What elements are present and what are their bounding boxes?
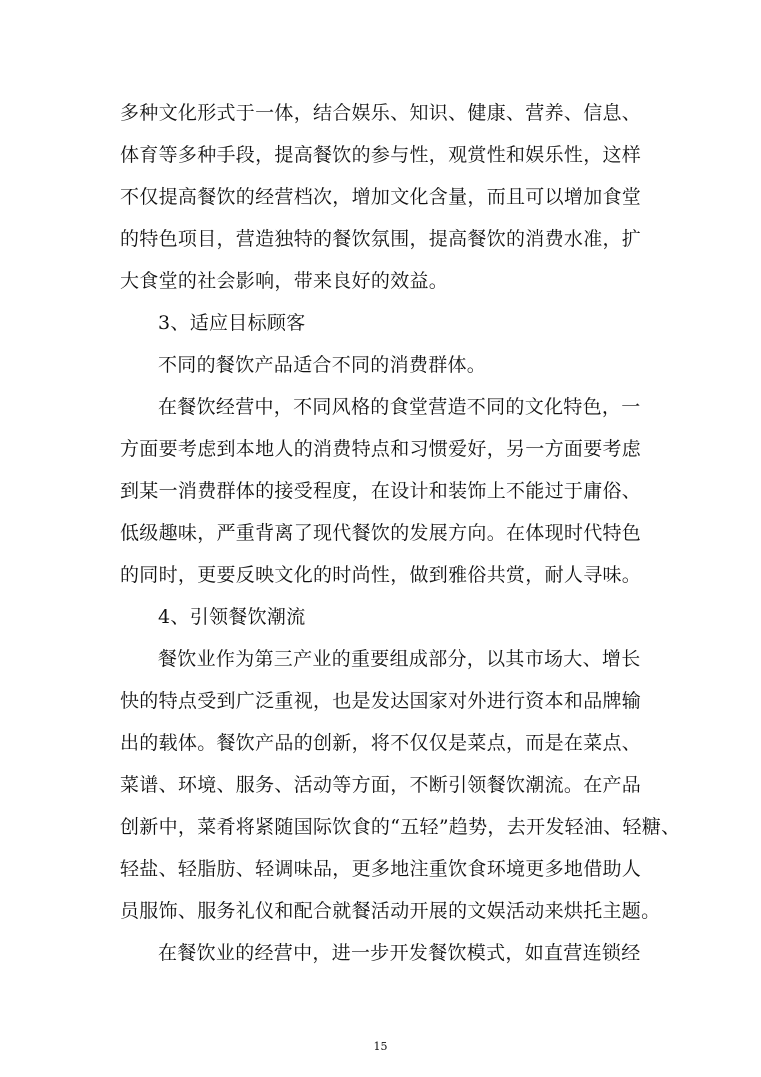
section-heading: 3、适应目标顾客 xyxy=(158,312,306,334)
text-line: 的同时，更要反映文化的时尚性，做到雅俗共赏，耐人寻味。 xyxy=(120,564,642,586)
page-number: 15 xyxy=(373,1040,388,1053)
text-line: 低级趣味，严重背离了现代餐饮的发展方向。在体现时代特色 xyxy=(120,522,642,544)
text-line: 到某一消费群体的接受程度，在设计和装饰上不能过于庸俗、 xyxy=(120,480,642,502)
paragraph-start: 在餐饮经营中，不同风格的食堂营造不同的文化特色，一 xyxy=(158,396,641,418)
paragraph-start: 在餐饮业的经营中，进一步开发餐饮模式，如直营连锁经 xyxy=(158,942,641,964)
paragraph-start: 不同的餐饮产品适合不同的消费群体。 xyxy=(158,354,487,376)
text-line: 方面要考虑到本地人的消费特点和习惯爱好，另一方面要考虑 xyxy=(120,438,642,460)
text-line: 出的载体。餐饮产品的创新，将不仅仅是菜点，而是在菜点、 xyxy=(120,732,642,754)
text-line: 员服饰、服务礼仪和配合就餐活动开展的文娱活动来烘托主题。 xyxy=(120,900,661,922)
body-text xyxy=(120,92,681,974)
text-line: 多种文化形式于一体，结合娱乐、知识、健康、营养、信息、 xyxy=(120,102,642,124)
paragraph-start: 餐饮业作为第三产业的重要组成部分，以其市场大、增长 xyxy=(158,648,641,670)
text-line: 菜谱、环境、服务、活动等方面，不断引领餐饮潮流。在产品 xyxy=(120,774,642,796)
text-line: 创新中，菜肴将紧随国际饮食的“五轻”趋势，去开发轻油、轻糖、 xyxy=(120,816,681,838)
text-line: 大食堂的社会影响，带来良好的效益。 xyxy=(120,270,449,292)
text-line: 体育等多种手段，提高餐饮的参与性，观赏性和娱乐性，这样 xyxy=(120,144,642,166)
text-line: 的特色项目，营造独特的餐饮氛围，提高餐饮的消费水准，扩 xyxy=(120,228,642,250)
text-line: 轻盐、轻脂肪、轻调味品，更多地注重饮食环境更多地借助人 xyxy=(120,858,642,880)
text-line: 快的特点受到广泛重视，也是发达国家对外进行资本和品牌输 xyxy=(120,690,642,712)
section-heading: 4、引领餐饮潮流 xyxy=(158,606,306,628)
text-line: 不仅提高餐饮的经营档次，增加文化含量，而且可以增加食堂 xyxy=(120,186,642,208)
